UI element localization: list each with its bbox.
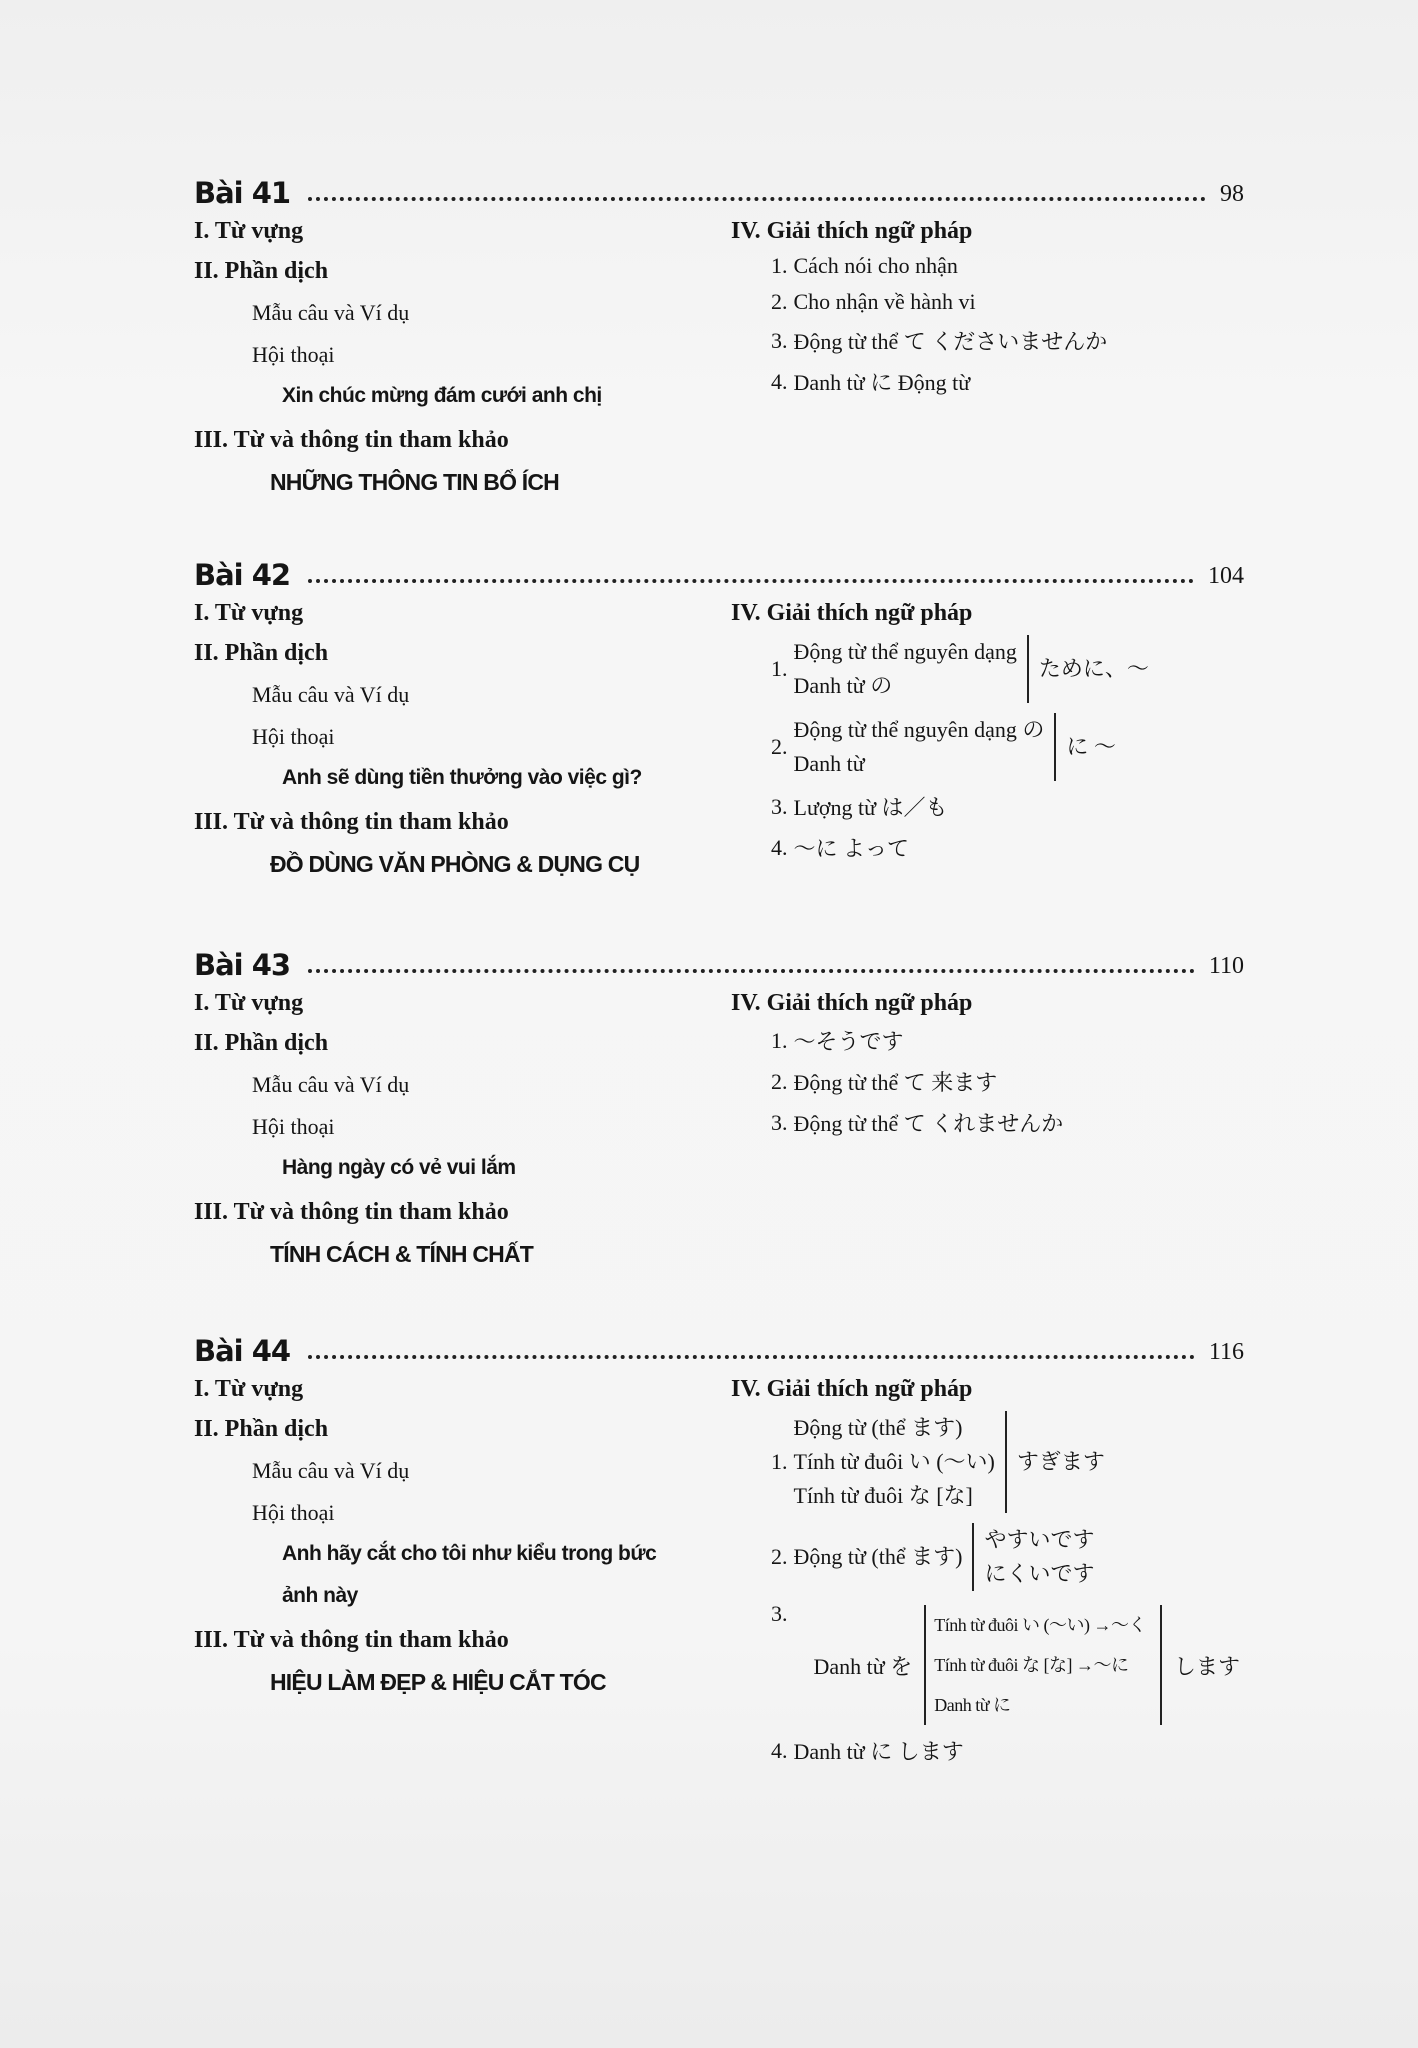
reference-topic: TÍNH CÁCH & TÍNH CHẤT xyxy=(270,1241,534,1267)
grammar-item xyxy=(771,325,1291,356)
brace-line: Động từ (thể ます) xyxy=(793,1415,963,1440)
grammar-item xyxy=(771,1025,1291,1056)
item-number: 1. xyxy=(771,253,788,278)
reference-entry: III. Từ và thông tin tham khảo xyxy=(194,1199,509,1225)
item-text: ～に よって xyxy=(793,836,910,861)
item-text: Cách nói cho nhận xyxy=(793,253,958,278)
vocab-entry: I. Từ vựng xyxy=(194,990,304,1016)
grammar-heading: IV. Giải thích ngữ pháp xyxy=(731,600,973,626)
item-text: Danh từ に Động từ xyxy=(793,370,971,395)
translation-entry: II. Phần dịch xyxy=(194,1416,329,1442)
reference-entry: III. Từ và thông tin tham khảo xyxy=(194,1627,509,1653)
brace-line: Danh từ の xyxy=(793,673,893,698)
lesson-heading xyxy=(194,1328,1244,1368)
dialog-title: ảnh này xyxy=(282,1584,358,1607)
lesson-heading xyxy=(194,552,1244,592)
item-number: 3. xyxy=(771,1601,788,1626)
item-number: 2. xyxy=(771,734,788,759)
item-text: Động từ thể て くださいませんか xyxy=(793,329,1108,354)
pattern-entry: Mẫu câu và Ví dụ xyxy=(252,300,410,325)
item-number: 2. xyxy=(771,289,788,314)
brace-line: に ～ xyxy=(1066,734,1116,759)
item-number: 1. xyxy=(771,1027,788,1053)
dialog-entry: Hội thoại xyxy=(252,1500,335,1525)
grammar-list xyxy=(731,218,1291,407)
dialog-title: Xin chúc mừng đám cưới anh chị xyxy=(282,384,602,407)
grammar-item xyxy=(771,1735,1291,1766)
lesson-heading xyxy=(194,170,1244,210)
vocab-entry: I. Từ vựng xyxy=(194,1376,304,1402)
brace-line: Tính từ đuôi い (～い) →～く xyxy=(934,1615,1146,1635)
brace-left xyxy=(794,635,1017,703)
brace-group xyxy=(794,1523,1095,1591)
brace-line: すぎます xyxy=(1016,1449,1105,1474)
reference-topic: HIỆU LÀM ĐẸP & HIỆU CẮT TÓC xyxy=(270,1669,606,1695)
item-text: Danh từ に します xyxy=(793,1739,964,1764)
brace-right: します xyxy=(1173,1653,1240,1679)
dot-leader xyxy=(308,579,1194,583)
grammar-item xyxy=(771,1411,1291,1513)
grammar-list xyxy=(731,990,1291,1148)
reference-entry: III. Từ và thông tin tham khảo xyxy=(194,427,509,453)
item-number: 4. xyxy=(771,368,788,394)
grammar-item xyxy=(771,635,1291,703)
item-number: 4. xyxy=(771,1737,788,1763)
dot-leader xyxy=(308,969,1195,973)
brace-line: Danh từ に xyxy=(934,1695,1011,1715)
grammar-item xyxy=(771,1107,1291,1138)
dialog-entry: Hội thoại xyxy=(252,1114,335,1139)
reference-entry: III. Từ và thông tin tham khảo xyxy=(194,809,509,835)
brace-line: Danh từ xyxy=(793,751,865,776)
brace-icon xyxy=(1027,635,1029,703)
page-number: 98 xyxy=(1220,181,1244,207)
grammar-heading: IV. Giải thích ngữ pháp xyxy=(731,1376,973,1402)
brace-line: Tính từ đuôi な [な] →～に xyxy=(934,1655,1129,1675)
page-number: 110 xyxy=(1208,953,1244,979)
lesson-heading xyxy=(194,942,1244,982)
item-number: 3. xyxy=(771,793,788,819)
brace-line: やすいです xyxy=(984,1527,1095,1552)
dialog-title: Anh sẽ dùng tiền thưởng vào việc gì? xyxy=(282,766,642,789)
translation-entry: II. Phần dịch xyxy=(194,1030,329,1056)
brace-icon xyxy=(972,1523,974,1591)
brace-group xyxy=(794,1411,1105,1513)
dot-leader xyxy=(308,197,1206,201)
dialog-title: Anh hãy cắt cho tôi như kiểu trong bức xyxy=(282,1542,657,1565)
vocab-entry: I. Từ vựng xyxy=(194,600,304,626)
item-number: 4. xyxy=(771,834,788,860)
item-text: Lượng từ は／も xyxy=(793,795,948,820)
lesson-title: Bài 43 xyxy=(194,948,291,982)
item-number: 3. xyxy=(771,1109,788,1135)
page-number: 104 xyxy=(1208,563,1244,589)
grammar-item xyxy=(771,1066,1291,1097)
dialog-entry: Hội thoại xyxy=(252,724,335,749)
grammar-item xyxy=(771,713,1291,781)
grammar-list xyxy=(731,600,1291,873)
brace-line: Động từ thể nguyên dạng の xyxy=(793,717,1045,742)
grammar-heading: IV. Giải thích ngữ pháp xyxy=(731,990,973,1016)
item-number: 3. xyxy=(771,327,788,353)
brace-icon xyxy=(1054,713,1056,781)
brace-icon xyxy=(1005,1411,1007,1513)
brace-prefix: Danh từ を xyxy=(813,1653,913,1679)
brace-line: Động từ (thể ます) xyxy=(793,1544,963,1569)
item-number: 1. xyxy=(771,656,788,681)
brace-line: にくいです xyxy=(984,1561,1095,1586)
brace-right xyxy=(984,1523,1094,1591)
grammar-item xyxy=(771,253,1291,279)
brace-group xyxy=(794,635,1149,703)
reference-topic: NHỮNG THÔNG TIN BỔ ÍCH xyxy=(270,469,559,495)
brace-line: Tính từ đuôi な [な] xyxy=(793,1483,973,1508)
brace-middle xyxy=(924,1605,1162,1725)
grammar-item xyxy=(771,791,1291,822)
item-number: 1. xyxy=(771,1449,788,1474)
grammar-list xyxy=(731,1376,1291,1776)
pattern-entry: Mẫu câu và Ví dụ xyxy=(252,1072,410,1097)
lesson-title: Bài 42 xyxy=(194,558,291,592)
grammar-item xyxy=(771,1601,1291,1725)
dialog-title: Hàng ngày có vẻ vui lắm xyxy=(282,1156,516,1179)
brace-right xyxy=(1017,1445,1105,1479)
item-text: Động từ thể て くれませんか xyxy=(793,1111,1064,1136)
lesson-title: Bài 41 xyxy=(194,176,291,210)
reference-topic: ĐỒ DÙNG VĂN PHÒNG & DỤNG CỤ xyxy=(270,851,640,877)
vocab-entry: I. Từ vựng xyxy=(194,218,304,244)
grammar-item xyxy=(771,832,1291,863)
translation-entry: II. Phần dịch xyxy=(194,640,329,666)
grammar-item xyxy=(771,366,1291,397)
brace-group xyxy=(794,1605,1240,1725)
brace-line: ために、～ xyxy=(1038,656,1149,681)
item-text: Cho nhận về hành vi xyxy=(793,289,976,314)
brace-line: Tính từ đuôi い (～い) xyxy=(793,1449,995,1474)
dialog-entry: Hội thoại xyxy=(252,342,335,367)
brace-group xyxy=(794,713,1116,781)
item-number: 2. xyxy=(771,1068,788,1094)
brace-right xyxy=(1039,652,1149,686)
dot-leader xyxy=(308,1355,1195,1359)
brace-right xyxy=(1066,730,1116,764)
item-text: Động từ thể て 来ます xyxy=(793,1070,998,1095)
grammar-item xyxy=(771,289,1291,315)
brace-line: Động từ thể nguyên dạng xyxy=(793,639,1017,664)
translation-entry: II. Phần dịch xyxy=(194,258,329,284)
page-number: 116 xyxy=(1208,1339,1244,1365)
item-number: 2. xyxy=(771,1544,788,1569)
pattern-entry: Mẫu câu và Ví dụ xyxy=(252,1458,410,1483)
item-text: ～そうです xyxy=(793,1029,904,1054)
brace-left xyxy=(794,1540,963,1574)
grammar-heading: IV. Giải thích ngữ pháp xyxy=(731,218,973,244)
brace-left xyxy=(794,713,1045,781)
brace-left xyxy=(794,1411,995,1513)
grammar-item xyxy=(771,1523,1291,1591)
pattern-entry: Mẫu câu và Ví dụ xyxy=(252,682,410,707)
lesson-title: Bài 44 xyxy=(194,1334,291,1368)
